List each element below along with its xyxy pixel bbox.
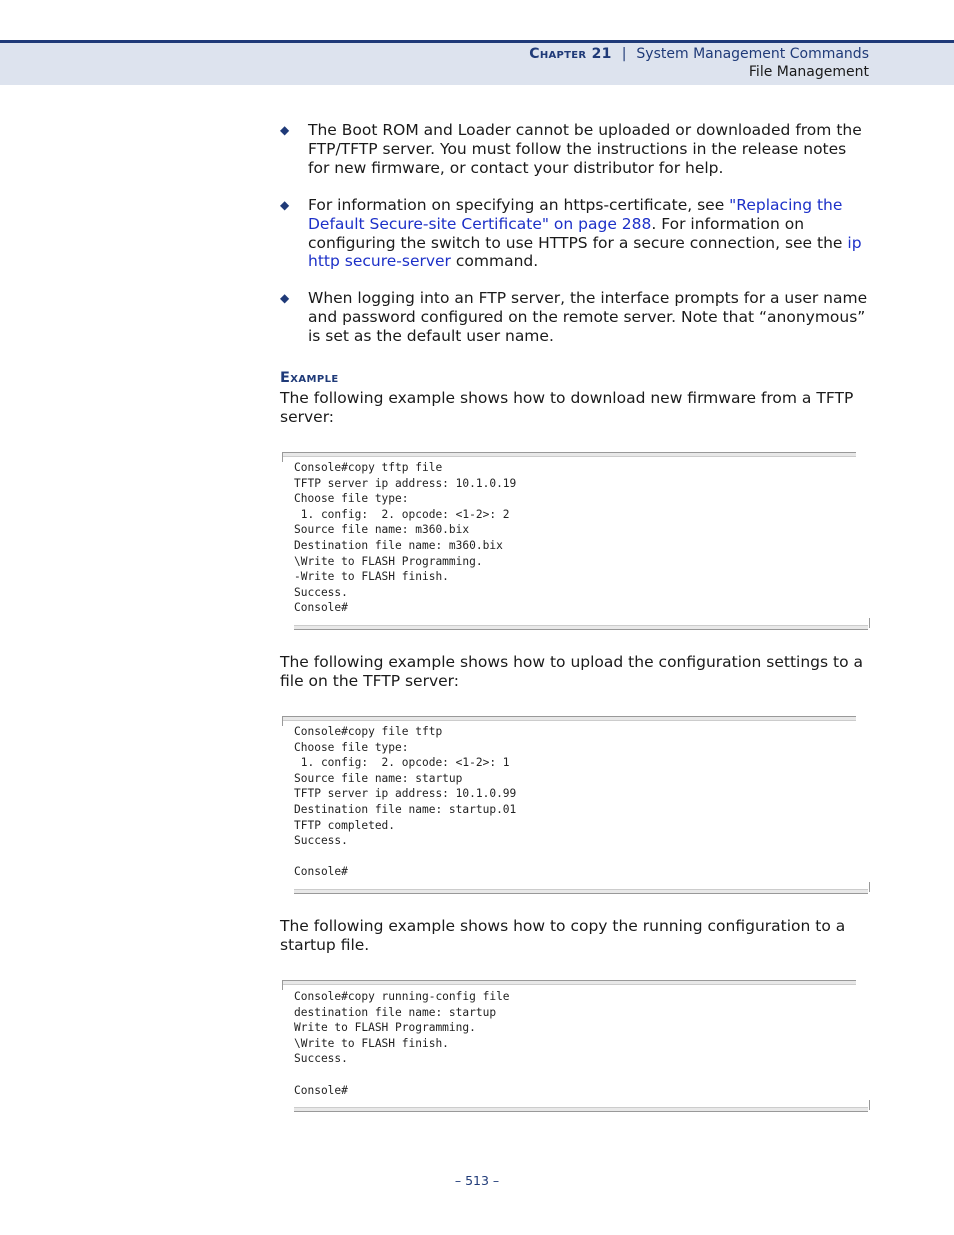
section-title: File Management [748,64,869,80]
page-number: – 513 – [454,1173,500,1188]
code-bottom-tick [867,1100,870,1110]
code-top-rule [282,716,856,721]
code-top-tick [282,452,285,462]
chapter-label: Chapter 21 [529,46,612,62]
diamond-bullet-icon: ◆ [280,291,290,305]
bullet-text [308,196,870,271]
example1-intro: The following example shows how to download new firmware from a TFTP server: [280,389,854,426]
bullet-item [280,196,870,271]
code-bottom-rule [294,889,868,894]
code-top-rule [282,980,856,985]
bullet-item [280,121,870,177]
bullet-text-part: . For information on configuring the switch to use HTTPS for a secure connection, see the [308,214,848,252]
header-separator: | [621,46,627,62]
code-block-3 [282,980,870,1114]
example2-intro: The following example shows how to upload the configuration settings to a file on the TFTP server: [280,653,864,690]
bullet-text: The Boot ROM and Loader cannot be uploaded or downloaded from the FTP/TFTP server. You must follow the instructions in the release notes for new firmware, or contact your distributor for help. [308,121,862,177]
example-heading: Example [280,370,339,386]
code-top-tick [282,980,285,990]
bullet-text-part: For information on specifying an https-certificate, see [308,196,730,214]
bullet-text-part: command. [450,252,539,271]
code-top-rule [282,452,856,457]
code-block-1 [282,452,870,632]
code-bottom-tick [867,618,870,628]
diamond-bullet-icon: ◆ [280,123,290,137]
code-text: Console#copy tftp file TFTP server ip address: 10.1.0.19 Choose file type: 1. config: 2. opcode: <1-2>: 2 Source file name: m360.bix Destination file name: m360.bix \Write to FLASH Programming. -Write to FLASH finish. Success. Console# [294,461,517,615]
code-bottom-tick [867,882,870,892]
ip-http-secure-server-link[interactable]: ip http secure-server [308,233,862,271]
certificate-link[interactable]: "Replacing the Default Secure-site Certificate" on page 288 [308,196,843,233]
chapter-title: System Management Commands [636,46,869,62]
code-text: Console#copy running-config file destination file name: startup Write to FLASH Programming. \Write to FLASH finish. Success. Console# [294,990,510,1097]
code-text: Console#copy file tftp Choose file type: 1. config: 2. opcode: <1-2>: 1 Source file name: startup TFTP server ip address: 10.1.0.99 Destination file name: startup.01 TFTP completed. Success. Console# [294,725,517,879]
code-bottom-rule [294,625,868,630]
diamond-bullet-icon: ◆ [280,198,290,212]
bullet-item [280,289,870,345]
code-bottom-rule [294,1107,868,1112]
bullet-text: When logging into an FTP server, the interface prompts for a user name and password configured on the remote server. Note that “anonymous” is set as the default user name. [308,289,868,345]
example3-intro: The following example shows how to copy the running configuration to a startup file. [280,917,846,954]
header-chapter-line [529,45,869,63]
code-block-2 [282,716,870,896]
running-header [529,45,869,81]
code-top-tick [282,716,285,726]
